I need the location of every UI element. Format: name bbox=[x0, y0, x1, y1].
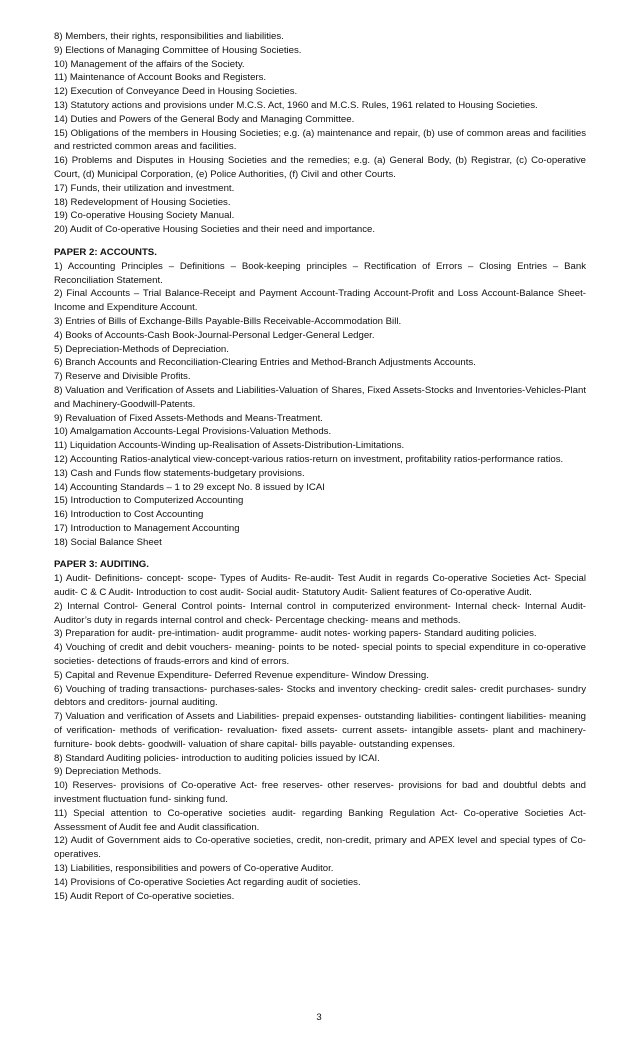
list-item: 12) Accounting Ratios-analytical view-concept-various ratios-return on investment, profitability ratios-performance ratios. bbox=[54, 453, 564, 465]
list-item: 11) Liquidation Accounts-Winding up-Realisation of Assets-Distribution-Limitations. bbox=[54, 440, 405, 452]
list-item: 11) Special attention to Co-operative societies audit- regarding Banking Regulation Act- Co-operative Societies Act- Assessment of Audit fee and Audit classification. bbox=[54, 807, 586, 833]
list-item: 14) Accounting Standards – 1 to 29 except No. 8 issued by ICAI bbox=[54, 481, 325, 493]
list-item: 14) Provisions of Co-operative Societies Act regarding audit of societies. bbox=[54, 876, 361, 888]
list-item: 17) Funds, their utilization and investment. bbox=[54, 182, 235, 194]
list-item: 17) Introduction to Management Accounting bbox=[54, 522, 240, 534]
list-item: 20) Audit of Co-operative Housing Societies and their need and importance. bbox=[54, 224, 376, 236]
list-item: 14) Duties and Powers of the General Body and Managing Committee. bbox=[54, 113, 355, 125]
list-item: 5) Capital and Revenue Expenditure- Deferred Revenue expenditure- Window Dressing. bbox=[54, 669, 429, 681]
paper-3-heading: PAPER 3: AUDITING. bbox=[54, 559, 149, 571]
list-item: 10) Reserves- provisions of Co-operative Act- free reserves- other reserves- provisions for bad and doubtful debts and investment fluctuation fund- sinking fund. bbox=[54, 780, 586, 806]
section-housing-items bbox=[54, 30, 586, 237]
list-item: 12) Execution of Conveyance Deed in Housing Societies. bbox=[54, 86, 298, 98]
list-item: 2) Internal Control- General Control points- Internal control in computerized environment- Internal check- Internal Audit- Auditor’s duty in regards internal control and check- Percentage checking- means and methods. bbox=[54, 600, 586, 626]
list-item: 15) Obligations of the members in Housing Societies; e.g. (a) maintenance and repair, (b) use of common areas and facilities and restricted common areas and facilities. bbox=[54, 127, 586, 153]
page-number: 3 bbox=[316, 1012, 322, 1023]
list-item: 3) Preparation for audit- pre-intimation- audit programme- audit notes- working papers- Standard auditing policies. bbox=[54, 628, 537, 640]
list-item: 10) Amalgamation Accounts-Legal Provisions-Valuation Methods. bbox=[54, 426, 332, 438]
document-page bbox=[54, 30, 586, 903]
list-item: 6) Branch Accounts and Reconciliation-Clearing Entries and Method-Branch Adjustments Accounts. bbox=[54, 357, 476, 369]
list-item: 18) Redevelopment of Housing Societies. bbox=[54, 196, 231, 208]
list-item: 9) Depreciation Methods. bbox=[54, 766, 162, 778]
list-item: 4) Books of Accounts-Cash Book-Journal-Personal Ledger-General Ledger. bbox=[54, 329, 375, 341]
list-item: 13) Cash and Funds flow statements-budgetary provisions. bbox=[54, 467, 305, 479]
list-item: 5) Depreciation-Methods of Depreciation. bbox=[54, 343, 229, 355]
list-item: 15) Audit Report of Co-operative societies. bbox=[54, 890, 235, 902]
list-item: 16) Introduction to Cost Accounting bbox=[54, 509, 204, 521]
section-paper-3 bbox=[54, 558, 586, 903]
list-item: 1) Accounting Principles – Definitions – Book-keeping principles – Rectification of Errors – Closing Entries – Bank Reconciliation Statement. bbox=[54, 260, 586, 286]
list-item: 12) Audit of Government aids to Co-operative societies, credit, non-credit, primary and APEX level and special types of Co-operatives. bbox=[54, 835, 586, 861]
list-item: 9) Revaluation of Fixed Assets-Methods and Means-Treatment. bbox=[54, 412, 323, 424]
list-item: 13) Liabilities, responsibilities and powers of Co-operative Auditor. bbox=[54, 863, 334, 875]
list-item: 11) Maintenance of Account Books and Registers. bbox=[54, 72, 267, 84]
list-item: 9) Elections of Managing Committee of Housing Societies. bbox=[54, 44, 302, 56]
list-item: 8) Members, their rights, responsibilities and liabilities. bbox=[54, 31, 284, 42]
list-item: 7) Valuation and verification of Assets and Liabilities- prepaid expenses- outstanding liabilities- contingent liabilities- meaning of verification- methods of verification- revaluation- fixed assets- current assets- intangible assets- plant and machinery- furniture- book debts- goodwill- valuation of share capital- bills payable- outstanding expenses. bbox=[54, 711, 586, 750]
list-item: 2) Final Accounts – Trial Balance-Receipt and Payment Account-Trading Account-Profit and Loss Account-Balance Sheet-Income and Expenditure Account. bbox=[54, 288, 586, 314]
list-item: 15) Introduction to Computerized Accounting bbox=[54, 495, 244, 507]
paper-2-heading: PAPER 2: ACCOUNTS. bbox=[54, 246, 157, 258]
list-item: 8) Valuation and Verification of Assets and Liabilities-Valuation of Shares, Fixed Assets-Stocks and Inventories-Vehicles-Plant and Machinery-Goodwill-Patents. bbox=[54, 384, 586, 410]
list-item: 1) Audit- Definitions- concept- scope- Types of Audits- Re-audit- Test Audit in regards Co-operative Societies Act- Special audit- C & C Audit- Introduction to cost audit- Social audit- Statutory Audit- Salient features of Co-operative Audit. bbox=[54, 573, 586, 599]
list-item: 19) Co-operative Housing Society Manual. bbox=[54, 210, 235, 222]
list-item: 4) Vouching of credit and debit vouchers- meaning- points to be noted- special points to special expenditure in co-operative societies- detections of frauds-errors and kind of errors. bbox=[54, 642, 586, 668]
list-item: 7) Reserve and Divisible Profits. bbox=[54, 371, 191, 383]
list-item: 8) Standard Auditing policies- introduction to auditing policies issued by ICAI. bbox=[54, 752, 380, 764]
list-item: 10) Management of the affairs of the Society. bbox=[54, 58, 245, 70]
list-item: 3) Entries of Bills of Exchange-Bills Payable-Bills Receivable-Accommodation Bill. bbox=[54, 315, 402, 327]
list-item: 16) Problems and Disputes in Housing Societies and the remedies; e.g. (a) General Body, (b) Registrar, (c) Co-operative Court, (d) Municipal Corporation, (e) Police Authorities, (f) Civil and other Courts. bbox=[54, 155, 586, 180]
list-item: 18) Social Balance Sheet bbox=[54, 536, 162, 548]
list-item: 6) Vouching of trading transactions- purchases-sales- Stocks and inventory checking- credit sales- credit purchases- sundry debtors and creditors- journal auditing. bbox=[54, 683, 586, 709]
list-item: 13) Statutory actions and provisions under M.C.S. Act, 1960 and M.C.S. Rules, 1961 related to Housing Societies. bbox=[54, 99, 538, 111]
section-paper-2 bbox=[54, 246, 586, 550]
